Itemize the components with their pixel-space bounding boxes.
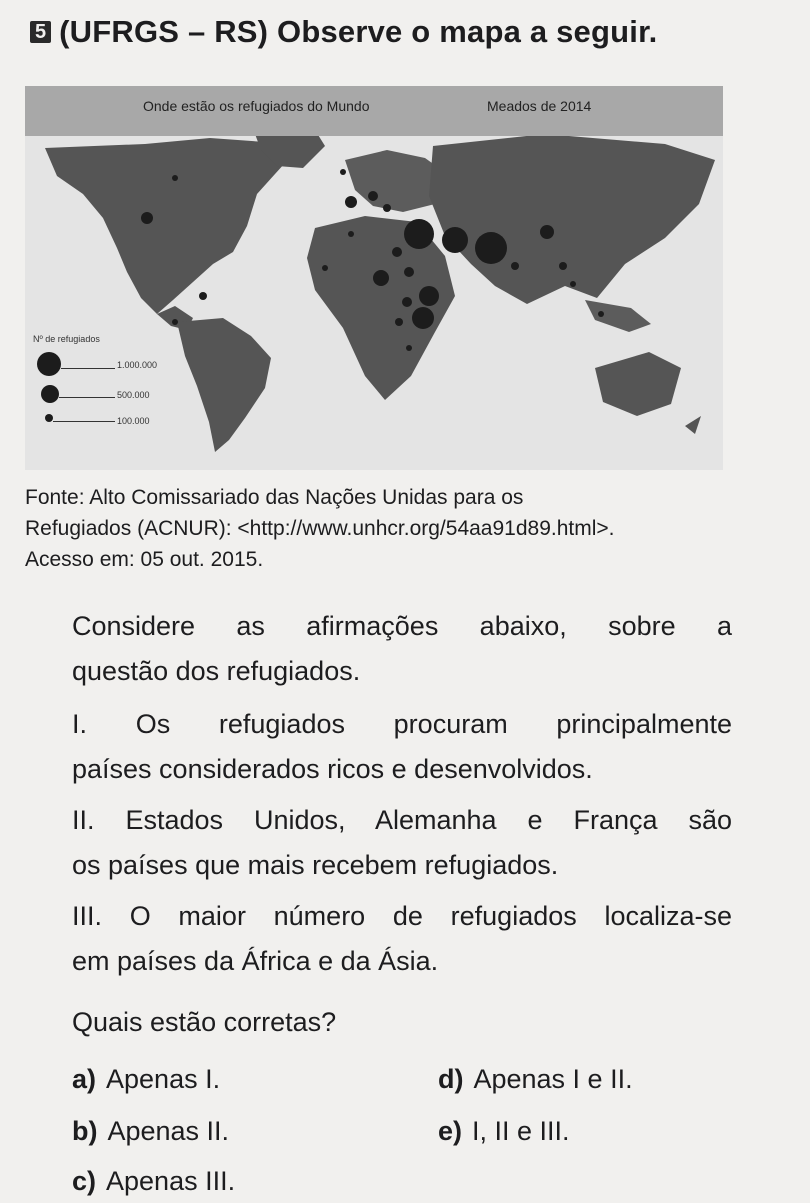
africa-shape [307,216,455,400]
legend-dot-small [45,414,53,422]
refugee-dot [395,318,403,326]
question-title: (UFRGS – RS) Observe o mapa a seguir. [59,14,658,49]
option-letter: d) [438,1064,464,1094]
option-letter: c) [72,1166,97,1196]
option-letter: b) [72,1116,98,1146]
legend-dot-medium [41,385,59,403]
refugee-dot [511,262,519,270]
refugee-dot [442,227,468,253]
statement-line: II. Estados Unidos, Alemanha e França são [72,805,732,835]
source-line: Refugiados (ACNUR): <http://www.unhcr.org/54aa91d89.html>. [25,517,615,540]
map-title: Onde estão os refugiados do Mundo [143,98,370,114]
legend-title: Nº de refugiados [33,334,100,344]
southeast-asia-shape [585,300,651,332]
option-letter: a) [72,1064,97,1094]
refugee-dot [373,270,389,286]
legend-line [53,421,115,422]
south-america-shape [177,318,271,452]
question-header [30,14,657,50]
refugee-dot [141,212,153,224]
statement-line: os países que mais recebem refugiados. [72,850,559,880]
option-text: Apenas II. [107,1116,230,1146]
option-e[interactable] [438,1116,570,1147]
intro-line: questão dos refugiados. [72,656,361,686]
option-text: Apenas I e II. [473,1064,633,1094]
refugee-dot [345,196,357,208]
statement-line: III. O maior número de refugiados localiza-se [72,901,732,931]
option-c[interactable] [72,1166,235,1197]
refugee-dot [368,191,378,201]
new-zealand-shape [685,416,701,434]
legend-line [61,368,115,369]
option-a[interactable] [72,1064,220,1095]
statement-line: países considerados ricos e desenvolvidos. [72,754,593,784]
refugee-dot [404,219,434,249]
question-prompt [72,1000,732,1045]
question-number: 5 [30,21,51,43]
refugee-dot [570,281,576,287]
refugee-dot [402,297,412,307]
refugee-dot [348,231,354,237]
intro-paragraph [72,604,732,694]
legend-label: 1.000.000 [117,360,158,370]
source-line: Acesso em: 05 out. 2015. [25,548,264,571]
refugee-dot [199,292,207,300]
option-text: Apenas III. [106,1166,236,1196]
prompt-text: Quais estão corretas? [72,1007,337,1037]
north-america-shape [45,138,295,314]
refugee-dot [404,267,414,277]
refugee-dot [540,225,554,239]
intro-line: Considere as afirmações abaixo, sobre a [72,611,732,641]
statement-3 [72,894,732,984]
refugee-dot [406,345,412,351]
option-d[interactable] [438,1064,633,1095]
refugee-dot [598,311,604,317]
asia-shape [429,134,715,304]
source-line: Fonte: Alto Comissariado das Nações Unidas para os [25,486,524,509]
option-letter: e) [438,1116,463,1146]
refugee-dot [383,204,391,212]
refugee-dot [412,307,434,329]
australia-shape [595,352,681,416]
refugee-dot [559,262,567,270]
map-date: Meados de 2014 [487,98,592,114]
statement-line: em países da África e da Ásia. [72,946,439,976]
refugee-dot [419,286,439,306]
option-text: Apenas I. [106,1064,221,1094]
legend-dot-large [37,352,61,376]
refugee-dot [172,175,178,181]
map-header-band [25,86,723,136]
map-source [25,482,795,575]
statement-2 [72,798,732,888]
option-text: I, II e III. [472,1116,570,1146]
map-graphic [25,86,723,470]
legend-label: 100.000 [117,416,150,426]
refugee-dot [172,319,178,325]
legend-label: 500.000 [117,390,150,400]
refugee-dot [340,169,346,175]
refugee-dot [322,265,328,271]
statement-1 [72,702,732,792]
legend-line [59,397,115,398]
statement-line: I. Os refugiados procuram principalmente [72,709,732,739]
refugee-dot [392,247,402,257]
refugee-world-map [25,86,723,470]
refugee-dot [475,232,507,264]
option-b[interactable] [72,1116,229,1147]
